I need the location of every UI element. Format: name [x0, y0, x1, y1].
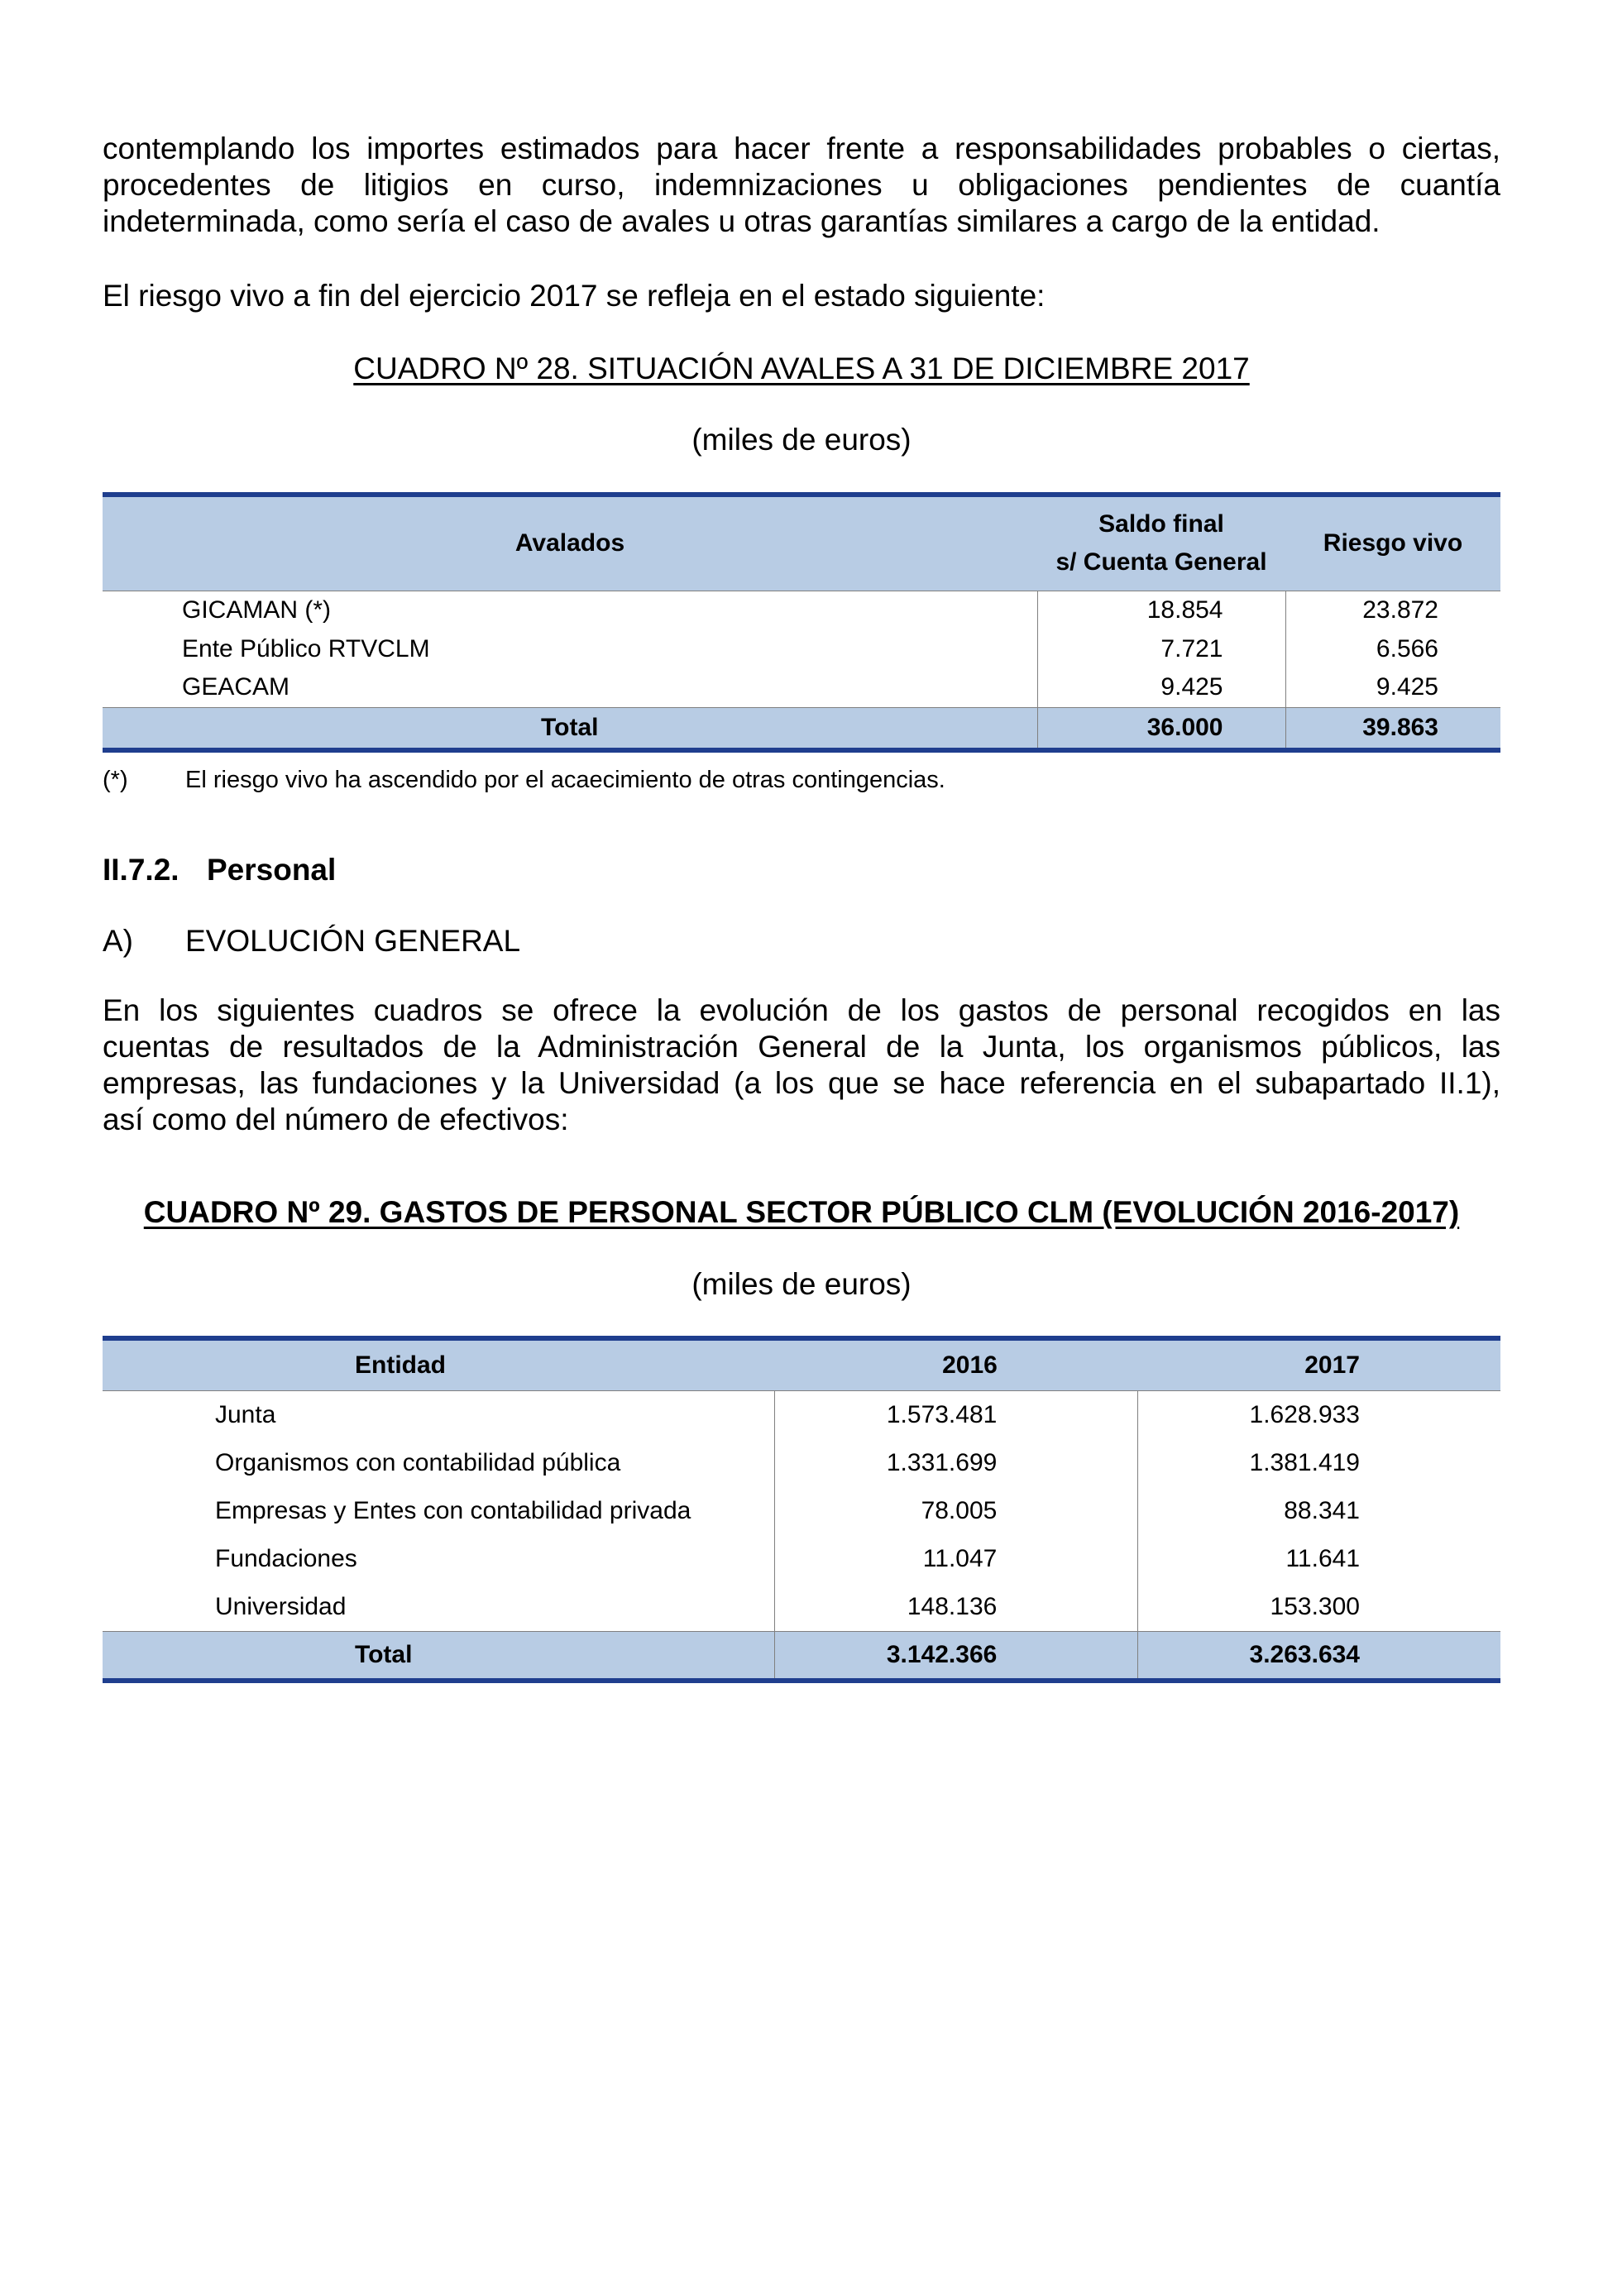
table-total-row [103, 707, 1500, 750]
row-2017: 11.641 [1138, 1535, 1500, 1583]
header-saldo-line1: Saldo final [1098, 510, 1224, 538]
subsection-letter: A) [103, 924, 133, 958]
header-entidad: Entidad [103, 1338, 774, 1391]
table-row [103, 1439, 1500, 1487]
table-row [103, 1487, 1500, 1535]
intro-line: procedentes de litigios en curso, indemnizaciones u obligaciones pendientes de cuantía [103, 168, 1500, 202]
row-2017: 1.381.419 [1138, 1439, 1500, 1487]
header-saldo-final [1037, 495, 1285, 591]
row-2016: 1.331.699 [774, 1439, 1137, 1487]
personal-paragraph [103, 993, 1500, 1138]
section-heading [103, 852, 336, 888]
footnote-mark: (*) [103, 767, 128, 793]
total-saldo: 36.000 [1037, 707, 1285, 750]
row-entidad: Fundaciones [215, 1545, 357, 1572]
row-2017: 153.300 [1138, 1583, 1500, 1632]
row-saldo: 18.854 [1037, 591, 1285, 629]
table-row [103, 629, 1500, 668]
row-2016: 1.573.481 [774, 1391, 1137, 1440]
intro-paragraph [103, 131, 1500, 240]
row-2016: 11.047 [774, 1535, 1137, 1583]
cuadro29-table [103, 1336, 1500, 1683]
personal-line: así como del número de efectivos: [103, 1103, 569, 1136]
cuadro29-title: CUADRO Nº 29. GASTOS DE PERSONAL SECTOR PÚBLICO CLM (EVOLUCIÓN 2016-2017) [143, 1195, 1460, 1229]
table-header-row [103, 1338, 1500, 1391]
total-label: Total [103, 1632, 774, 1681]
table-total-row [103, 1632, 1500, 1681]
table-row [103, 1583, 1500, 1632]
section-title: Personal [207, 853, 337, 887]
header-2016: 2016 [774, 1338, 1137, 1391]
row-2016: 78.005 [774, 1487, 1137, 1535]
table-row [103, 1535, 1500, 1583]
cuadro28-title: CUADRO Nº 28. SITUACIÓN AVALES A 31 DE DICIEMBRE 2017 [353, 352, 1250, 385]
total-2016: 3.142.366 [774, 1632, 1137, 1681]
total-riesgo: 39.863 [1285, 707, 1500, 750]
row-entidad: Universidad [215, 1593, 347, 1620]
riesgo-sentence: El riesgo vivo a fin del ejercicio 2017 se refleja en el estado siguiente: [103, 279, 1046, 313]
row-riesgo: 23.872 [1285, 591, 1500, 629]
cuadro28-table [103, 492, 1500, 753]
row-entidad: Organismos con contabilidad pública [215, 1449, 621, 1476]
header-saldo-line2: s/ Cuenta General [1055, 548, 1267, 576]
row-riesgo: 9.425 [1285, 668, 1500, 707]
personal-line: empresas, las fundaciones y la Universidad (a los que se hace referencia en el subapartado II.1), [103, 1066, 1500, 1100]
cuadro29-units: (miles de euros) [691, 1267, 912, 1301]
cuadro28-units: (miles de euros) [691, 423, 912, 457]
row-name: Ente Público RTVCLM [182, 634, 430, 662]
total-label: Total [103, 707, 1037, 750]
personal-line: cuentas de resultados de la Administración General de la Junta, los organismos públicos, las [103, 1030, 1500, 1064]
row-name: GEACAM [182, 673, 290, 701]
row-name: GICAMAN (*) [182, 596, 331, 624]
cuadro28-footnote [103, 765, 945, 795]
footnote-text: El riesgo vivo ha ascendido por el acaecimiento de otras contingencias. [185, 767, 945, 793]
row-2017: 88.341 [1138, 1487, 1500, 1535]
table-row [103, 591, 1500, 629]
row-riesgo: 6.566 [1285, 629, 1500, 668]
total-2017: 3.263.634 [1138, 1632, 1500, 1681]
header-riesgo-vivo: Riesgo vivo [1285, 495, 1500, 591]
table-row [103, 1391, 1500, 1440]
header-2017: 2017 [1138, 1338, 1500, 1391]
intro-line: indeterminada, como sería el caso de avales u otras garantías similares a cargo de la entidad. [103, 204, 1380, 238]
section-number: II.7.2. [103, 853, 179, 887]
row-saldo: 7.721 [1037, 629, 1285, 668]
row-2017: 1.628.933 [1138, 1391, 1500, 1440]
row-entidad: Junta [215, 1401, 276, 1428]
row-2016: 148.136 [774, 1583, 1137, 1632]
intro-line: contemplando los importes estimados para hacer frente a responsabilidades probables o ciertas, [103, 132, 1500, 165]
table-row [103, 668, 1500, 707]
row-entidad: Empresas y Entes con contabilidad privada [215, 1497, 691, 1524]
table-header-row [103, 495, 1500, 591]
subsection-heading [103, 923, 520, 959]
header-avalados: Avalados [103, 495, 1037, 591]
subsection-title: EVOLUCIÓN GENERAL [185, 924, 521, 958]
personal-line: En los siguientes cuadros se ofrece la evolución de los gastos de personal recogidos en las [103, 993, 1500, 1027]
row-saldo: 9.425 [1037, 668, 1285, 707]
